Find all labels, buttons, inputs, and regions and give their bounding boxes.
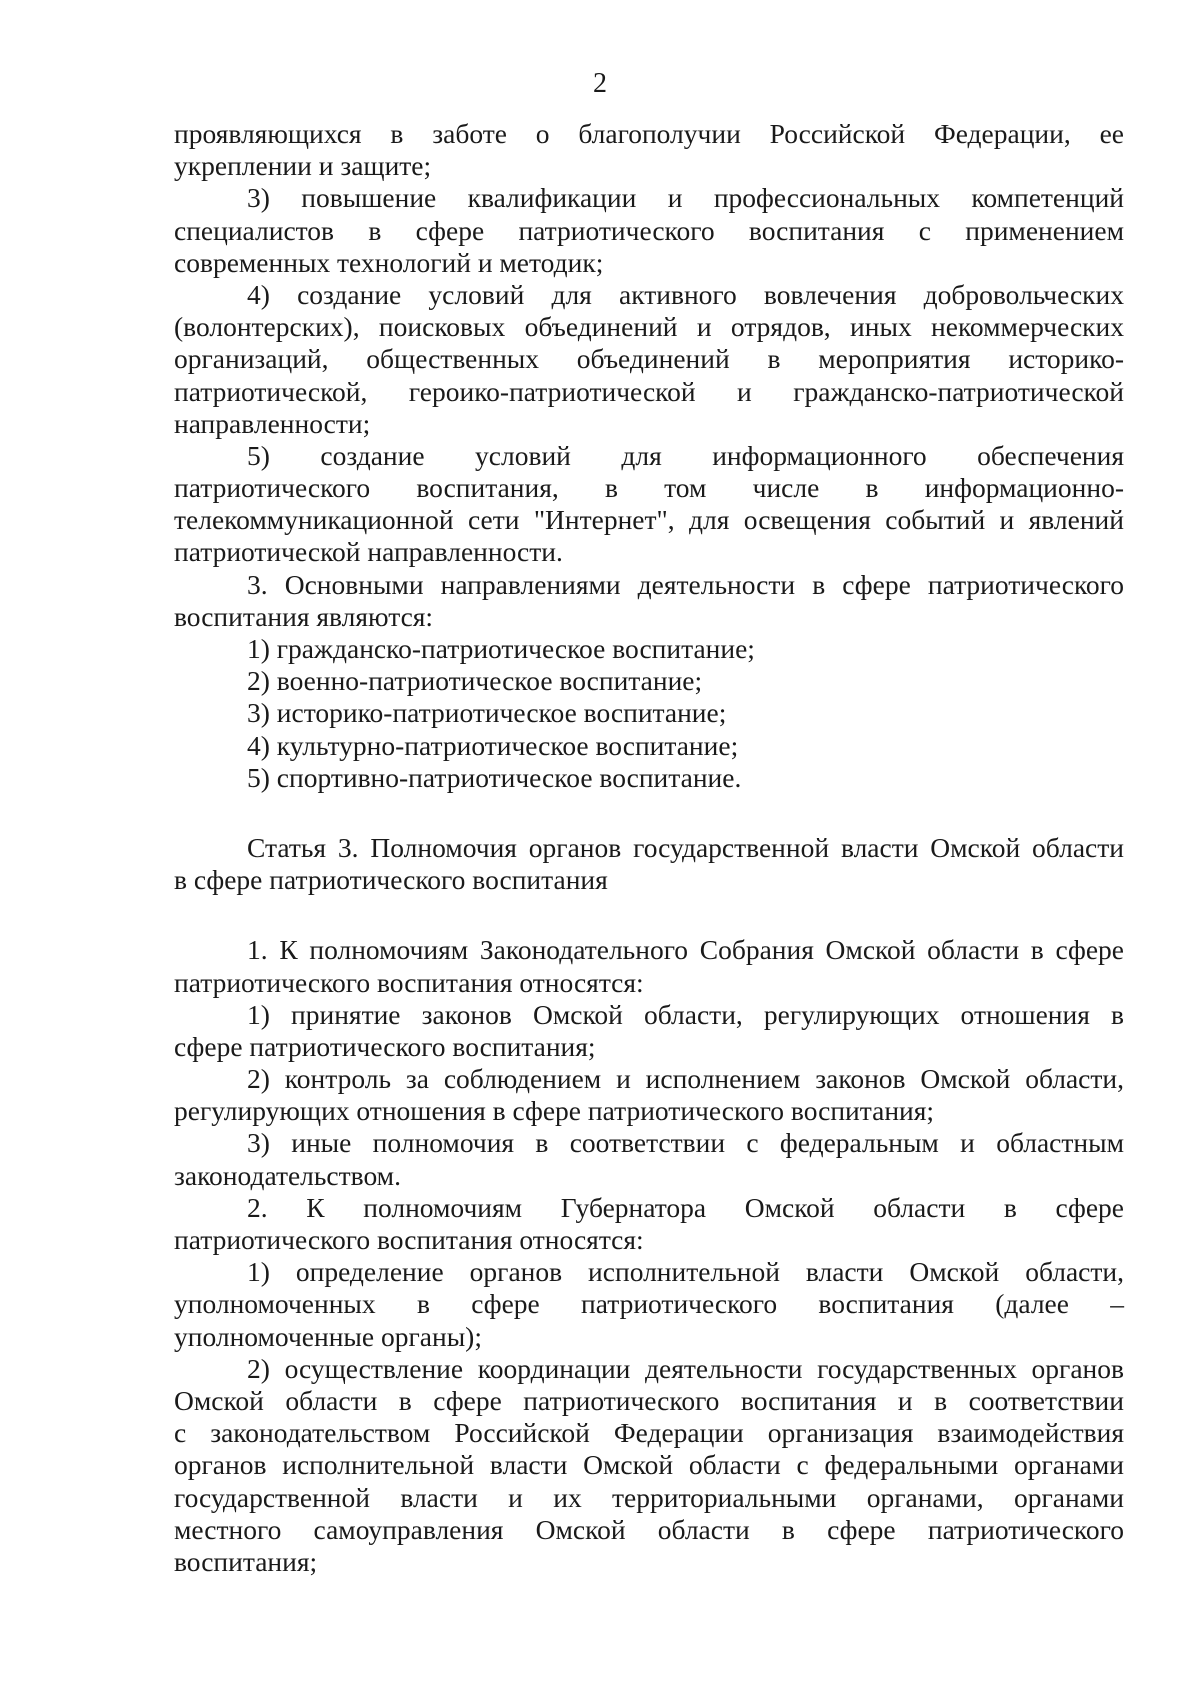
text-line: 1) принятие законов Омской области, регулирующих отношения в xyxy=(247,998,1124,1030)
text-line: уполномоченные органы); xyxy=(174,1320,482,1352)
text-line: воспитания являются: xyxy=(174,600,434,632)
text-line: патриотического воспитания относятся: xyxy=(174,966,644,998)
text-line: патриотической, героико-патриотической и гражданско-патриотической xyxy=(174,375,1124,407)
text-line: Омской области в сфере патриотического воспитания и в соответствии xyxy=(174,1384,1124,1416)
text-line: 1) определение органов исполнительной власти Омской области, xyxy=(247,1256,1124,1288)
text-line: 5) спортивно-патриотическое воспитание. xyxy=(247,761,742,793)
text-line: регулирующих отношения в сфере патриотического воспитания; xyxy=(174,1095,935,1127)
text-line: 2) осуществление координации деятельности государственных органов xyxy=(247,1352,1124,1384)
article-heading: Статья 3. Полномочия органов государственной власти Омской области xyxy=(247,831,1124,863)
text-line: специалистов в сфере патриотического воспитания с применением xyxy=(174,214,1124,246)
text-line: (волонтерских), поисковых объединений и отрядов, иных некоммерческих xyxy=(174,311,1124,343)
text-line: 2) военно-патриотическое воспитание; xyxy=(247,665,703,697)
text-line: направленности; xyxy=(174,407,371,439)
text-line: 1. К полномочиям Законодательного Собрания Омской области в сфере xyxy=(247,934,1124,966)
text-line: патриотической направленности. xyxy=(174,536,563,568)
text-line: органов исполнительной власти Омской области с федеральными органами xyxy=(174,1449,1124,1481)
document-body xyxy=(174,118,1124,1578)
text-line: законодательством. xyxy=(174,1159,401,1191)
text-line: 1) гражданско-патриотическое воспитание; xyxy=(247,633,755,664)
text-line: 3) историко-патриотическое воспитание; xyxy=(247,697,727,729)
text-line: местного самоуправления Омской области в сфере патриотического xyxy=(174,1513,1124,1545)
text-line: телекоммуникационной сети "Интернет", для освещения событий и явлений xyxy=(174,504,1124,536)
text-line: 3) повышение квалификации и профессиональных компетенций xyxy=(247,182,1124,214)
text-line: 4) культурно-патриотическое воспитание; xyxy=(247,729,739,761)
text-line: патриотического воспитания относятся: xyxy=(174,1224,644,1255)
text-line: уполномоченных в сфере патриотического воспитания (далее – xyxy=(174,1288,1124,1320)
text-line: проявляющихся в заботе о благополучии Российской Федерации, ее xyxy=(174,118,1124,149)
text-line: укреплении и защите; xyxy=(174,150,432,182)
text-line: 3. Основными направлениями деятельности в сфере патриотического xyxy=(247,568,1124,600)
text-line: патриотического воспитания, в том числе в информационно- xyxy=(174,472,1124,504)
text-line: 4) создание условий для активного вовлечения добровольческих xyxy=(247,278,1124,310)
text-line: сфере патриотического воспитания; xyxy=(174,1030,596,1062)
text-line: организаций, общественных объединений в мероприятия историко- xyxy=(174,343,1124,375)
text-line: 5) создание условий для информационного обеспечения xyxy=(247,439,1124,471)
text-line: воспитания; xyxy=(174,1545,318,1577)
text-line: 3) иные полномочия в соответствии с федеральным и областным xyxy=(247,1127,1124,1159)
text-line: 2. К полномочиям Губернатора Омской области в сфере xyxy=(247,1191,1124,1223)
text-line: государственной власти и их территориальными органами, органами xyxy=(174,1481,1124,1513)
text-line: 2) контроль за соблюдением и исполнением законов Омской области, xyxy=(247,1063,1124,1095)
text-line: современных технологий и методик; xyxy=(174,246,604,278)
article-heading: в сфере патриотического воспитания xyxy=(174,864,608,896)
page-number: 2 xyxy=(593,68,607,99)
text-line: с законодательством Российской Федерации организация взаимодействия xyxy=(174,1417,1124,1449)
